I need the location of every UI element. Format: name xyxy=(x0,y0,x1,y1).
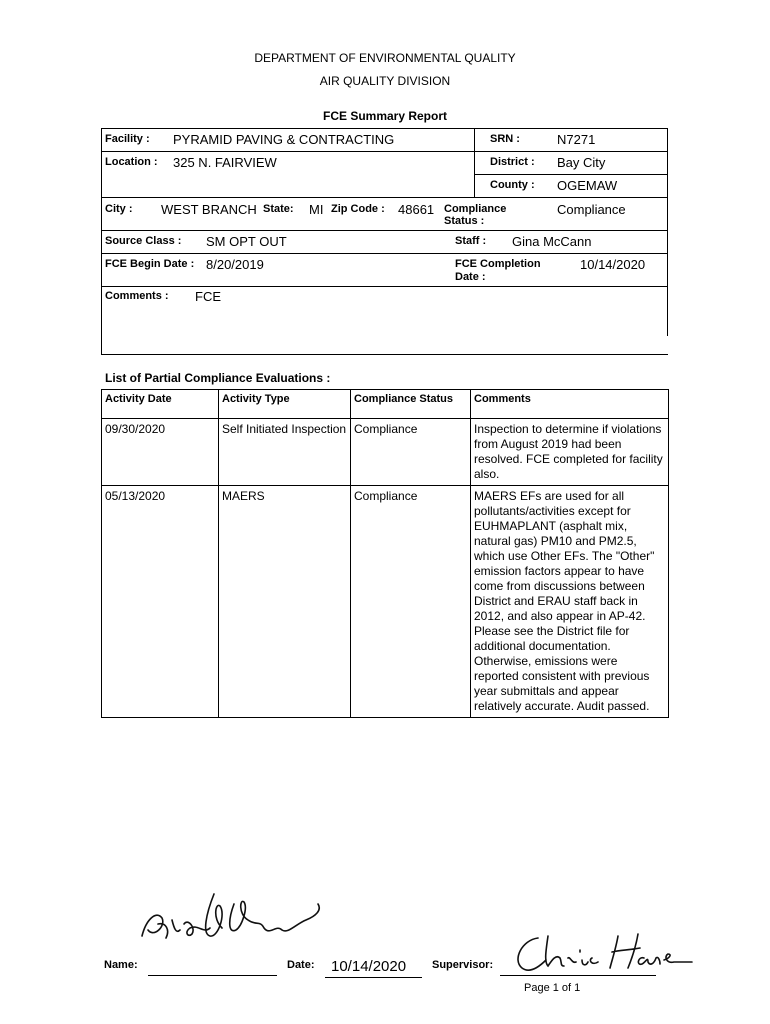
row-divider xyxy=(101,230,668,231)
district-label: District : xyxy=(490,156,535,168)
staff-label: Staff : xyxy=(455,235,487,247)
name-signature xyxy=(136,884,326,954)
row-divider xyxy=(101,197,668,198)
state-label: State: xyxy=(263,203,294,215)
compliance-status-label-line2: Status : xyxy=(444,215,485,227)
date-label: Date: xyxy=(287,959,315,971)
fce-completion-label-line2: Date : xyxy=(455,271,486,283)
division-heading: AIR QUALITY DIVISION xyxy=(319,74,451,88)
source-class-label: Source Class : xyxy=(105,235,182,247)
column-divider xyxy=(474,128,475,198)
pce-header-row xyxy=(102,390,669,419)
fce-completion-value: 10/14/2020 xyxy=(580,257,646,272)
city-label: City : xyxy=(105,203,133,215)
column-header-activity-type: Activity Type xyxy=(219,390,351,419)
row-divider xyxy=(101,151,668,152)
activity-type-cell: MAERS xyxy=(219,486,351,718)
srn-label: SRN : xyxy=(490,133,520,145)
compliance-status-label: Compliance xyxy=(444,203,507,215)
pce-table xyxy=(101,389,669,718)
comments-label: Comments : xyxy=(105,290,169,302)
box-left-border xyxy=(101,128,102,355)
name-label: Name: xyxy=(104,959,138,971)
table-row xyxy=(102,419,669,486)
column-header-comments: Comments xyxy=(471,390,669,419)
county-value: OGEMAW xyxy=(557,178,618,193)
zip-value: 48661 xyxy=(398,202,435,217)
source-class-value: SM OPT OUT xyxy=(206,234,287,249)
page-number: Page 1 of 1 xyxy=(524,982,581,994)
county-label: County : xyxy=(490,179,535,191)
location-label: Location : xyxy=(105,156,158,168)
comments-cell: MAERS EFs are used for all pollutants/activities except for EUHMAPLANT (asphalt mix, natural gas) PM10 and PM2.5, which use Other EFs. The "Other" emission factors appear to have come from discussions between District and ERAU staff back in 2012, and also appear in AP-42. Please see the District file for additional documentation. Otherwise, emissions were reported consistent with previous year submittals and appear relatively accurate. Audit passed. xyxy=(471,486,669,718)
activity-type-cell: Self Initiated Inspection xyxy=(219,419,351,486)
activity-date-cell: 09/30/2020 xyxy=(102,419,219,486)
row-divider xyxy=(474,174,668,175)
date-line xyxy=(325,977,422,978)
table-row xyxy=(102,486,669,718)
facility-value: PYRAMID PAVING & CONTRACTING xyxy=(173,132,395,147)
activity-date-cell: 05/13/2020 xyxy=(102,486,219,718)
row-divider xyxy=(101,286,668,287)
compliance-status-cell: Compliance xyxy=(351,419,471,486)
srn-value: N7271 xyxy=(557,132,596,147)
column-header-compliance-status: Compliance Status xyxy=(351,390,471,419)
city-value: WEST BRANCH xyxy=(161,202,257,217)
column-header-activity-date: Activity Date xyxy=(102,390,219,419)
box-right-border xyxy=(667,128,668,336)
supervisor-signature-line xyxy=(500,975,656,976)
name-signature-line xyxy=(148,975,277,976)
row-divider xyxy=(101,253,668,254)
comments-cell: Inspection to determine if violations from August 2019 had been resolved. FCE completed for facility also. xyxy=(471,419,669,486)
fce-begin-value: 8/20/2019 xyxy=(206,257,264,272)
location-value: 325 N. FAIRVIEW xyxy=(173,155,277,170)
fce-completion-label: FCE Completion xyxy=(455,258,541,270)
supervisor-signature xyxy=(508,930,694,978)
zip-label: Zip Code : xyxy=(331,203,385,215)
supervisor-label: Supervisor: xyxy=(432,959,494,971)
compliance-status-cell: Compliance xyxy=(351,486,471,718)
report-title: FCE Summary Report xyxy=(322,109,448,123)
pce-section-title: List of Partial Compliance Evaluations : xyxy=(105,371,331,385)
date-value: 10/14/2020 xyxy=(331,958,407,975)
compliance-status-value: Compliance xyxy=(557,202,626,217)
district-value: Bay City xyxy=(557,155,606,170)
fce-begin-label: FCE Begin Date : xyxy=(105,258,195,270)
facility-label: Facility : xyxy=(105,133,150,145)
box-top-border xyxy=(101,128,668,129)
comments-value: FCE xyxy=(195,289,221,304)
department-heading: DEPARTMENT OF ENVIRONMENTAL QUALITY xyxy=(254,51,516,65)
box-bottom-border xyxy=(101,354,668,355)
state-value: MI xyxy=(309,202,324,217)
staff-value: Gina McCann xyxy=(512,234,592,249)
